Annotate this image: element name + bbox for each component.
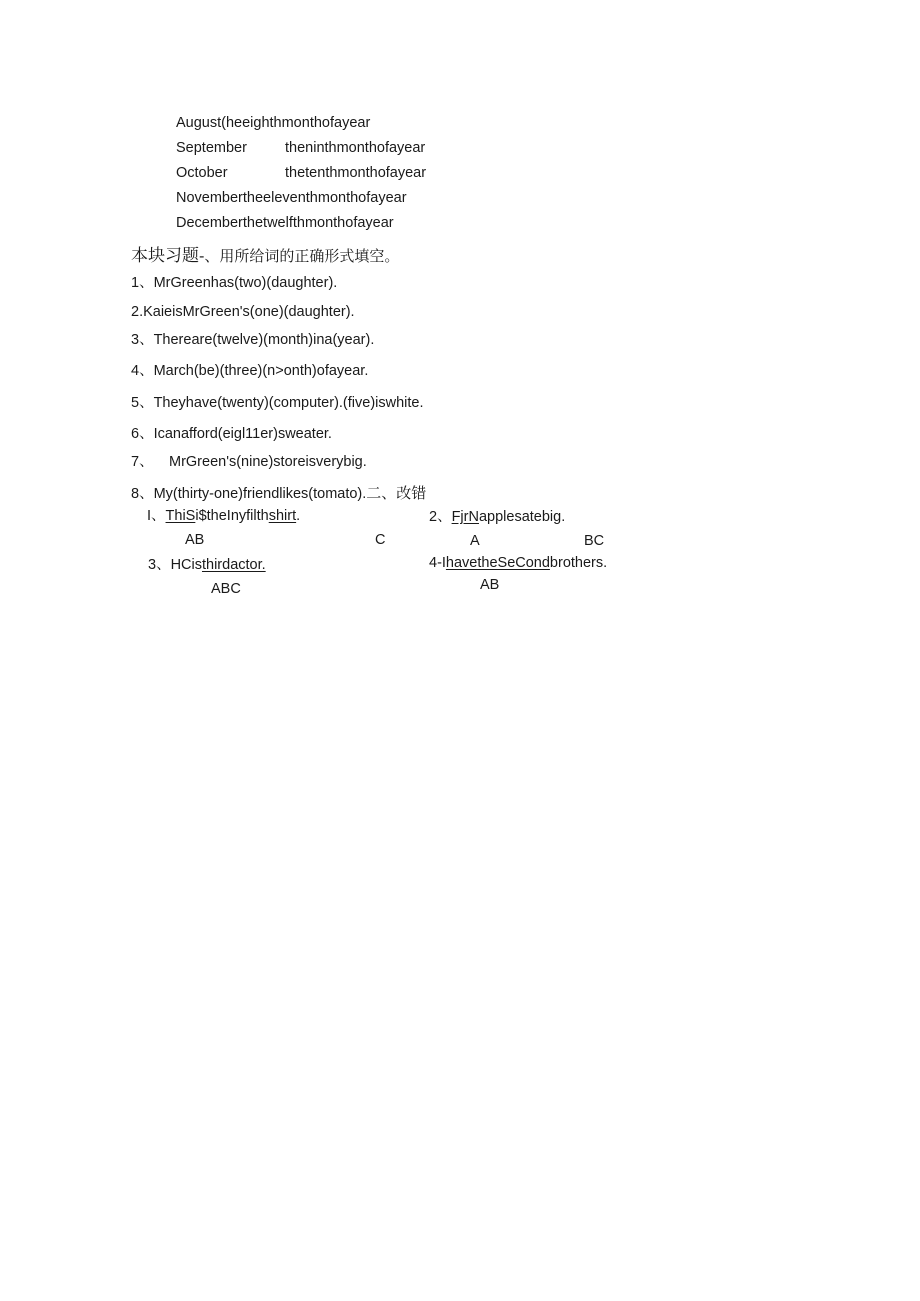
month-october-desc: thetenthmonthofayear xyxy=(285,165,427,181)
correction-3-underlined: thirdactor. xyxy=(201,557,266,573)
correction-3: 3、HCisthirdactor. xyxy=(148,557,266,573)
question-8-text: 8、My(thirty-one)friendlikes(tomato). xyxy=(131,486,367,502)
correction-2-labels-bc: BC xyxy=(584,533,605,549)
correction-1-labels-ab: AB xyxy=(185,532,205,548)
question-7-number: 7、 xyxy=(131,454,154,470)
correction-1-part-c: shirt xyxy=(268,508,297,524)
question-6: 6、Icanafford(eigl11er)sweater. xyxy=(131,426,332,442)
question-3: 3、Thereare(twelve)(month)ina(year). xyxy=(131,332,375,348)
question-7-text: MrGreen's(nine)storeisverybig. xyxy=(169,454,367,470)
month-september: September xyxy=(176,140,247,156)
correction-4: 4-IhavetheSeCondbrothers. xyxy=(429,555,608,571)
question-1: 1、MrGreenhas(two)(daughter). xyxy=(131,275,338,291)
section-title-a: 本块习题 xyxy=(131,246,199,266)
question-8 xyxy=(131,484,426,503)
correction-2-label-a: A xyxy=(470,533,480,549)
month-december: Decemberthetwelfthmonthofayear xyxy=(176,215,394,231)
correction-2-part-a: FjrN xyxy=(451,509,479,525)
correction-heading: 二、改错 xyxy=(366,484,427,502)
question-5: 5、Theyhave(twenty)(computer).(five)iswhite. xyxy=(131,395,424,411)
question-2: 2.KaieisMrGreen's(one)(daughter). xyxy=(131,304,355,320)
section-title-b: -、用所给词的正确形式填空。 xyxy=(199,247,400,265)
correction-1-part-a: ThiS xyxy=(165,508,196,524)
month-november: Novembertheeleventhmonthofayear xyxy=(176,190,407,206)
correction-1-label-c: C xyxy=(375,532,386,548)
section-heading xyxy=(131,247,399,266)
correction-4-labels: AB xyxy=(480,577,500,593)
correction-1: I、ThiSi$theInyfilthshirt. xyxy=(147,508,301,524)
month-august: August(heeighthmonthofayear xyxy=(176,115,371,131)
month-october: October xyxy=(176,165,228,181)
correction-2: 2、FjrNapplesatebig. xyxy=(429,509,566,525)
question-4: 4、March(be)(three)(n>onth)ofayear. xyxy=(131,363,369,379)
correction-3-labels: ABC xyxy=(211,581,241,597)
month-september-desc: theninthmonthofayear xyxy=(285,140,426,156)
correction-4-underlined: havetheSeCond xyxy=(445,555,550,571)
